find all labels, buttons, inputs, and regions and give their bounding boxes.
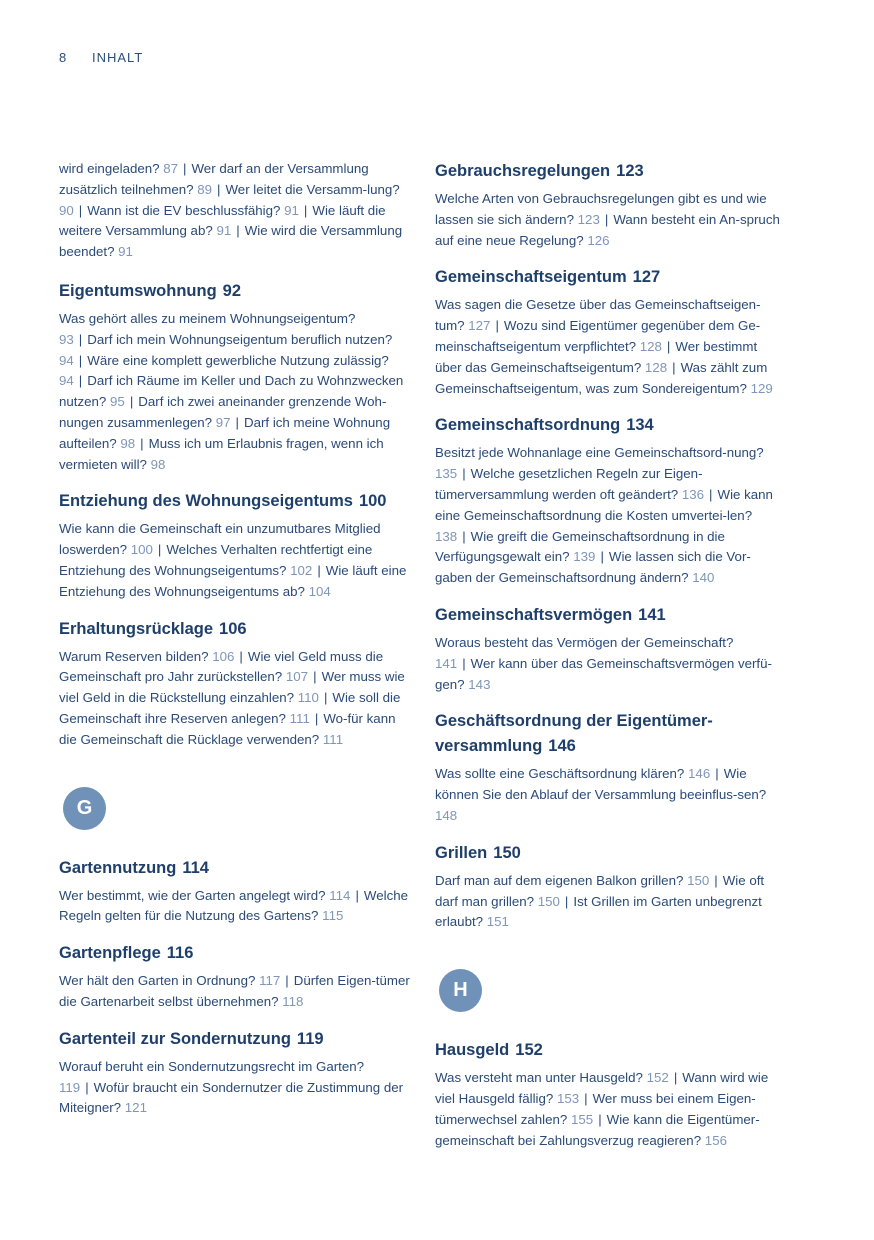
separator: | — [78, 373, 83, 389]
page-reference[interactable]: 156 — [704, 1132, 727, 1148]
page-reference[interactable]: 89 — [197, 181, 213, 197]
toc-entry-title: Gemeinschaftseigentum — [435, 268, 627, 287]
page-reference[interactable]: 102 — [290, 562, 313, 578]
separator: | — [303, 202, 308, 218]
toc-entry-title: Gartennutzung — [59, 858, 177, 877]
separator: | — [564, 893, 569, 909]
toc-entry-page: 141 — [638, 605, 666, 624]
toc-group-g-left — [59, 856, 411, 1120]
separator: | — [78, 202, 83, 218]
page-reference[interactable]: 97 — [215, 414, 231, 430]
toc-entry — [59, 941, 411, 1013]
page-reference[interactable]: 91 — [284, 202, 299, 218]
toc-entry — [59, 279, 411, 475]
toc-entry — [59, 489, 411, 602]
separator: | — [183, 161, 187, 176]
page-reference[interactable]: 94 — [59, 352, 74, 368]
toc-entry-heading[interactable] — [435, 1038, 787, 1063]
page-reference[interactable]: 98 — [150, 456, 166, 472]
page-reference[interactable]: 138 — [435, 528, 458, 544]
page-reference[interactable]: 100 — [130, 542, 153, 558]
page-reference[interactable]: 110 — [297, 690, 319, 706]
page-reference[interactable]: 115 — [322, 908, 344, 924]
page-reference[interactable]: 150 — [537, 893, 560, 909]
page-reference[interactable]: 151 — [486, 914, 509, 930]
page-reference[interactable]: 139 — [573, 549, 596, 565]
toc-entry-heading[interactable] — [435, 265, 787, 290]
separator: | — [78, 331, 83, 347]
page-reference[interactable]: 93 — [59, 331, 74, 347]
page-reference[interactable]: 136 — [681, 486, 705, 502]
separator: | — [235, 414, 239, 430]
toc-entry — [435, 1038, 787, 1151]
toc-entry-page: 146 — [548, 737, 576, 756]
toc-entry-page: 100 — [358, 492, 387, 511]
page-reference[interactable]: 119 — [59, 1079, 81, 1095]
page-reference[interactable]: 155 — [571, 1111, 594, 1127]
toc-entry-heading[interactable] — [59, 941, 411, 966]
separator: | — [714, 872, 718, 888]
toc-column-left — [59, 159, 411, 1133]
separator: | — [495, 318, 499, 334]
toc-entry — [59, 1027, 411, 1119]
page-reference[interactable]: 123 — [577, 211, 600, 227]
toc-entry-title: Gartenpflege — [59, 944, 161, 963]
separator: | — [85, 1079, 89, 1095]
toc-entry-body: Darf man auf dem eigenen Balkon grillen? 150 | Wie oft darf man grillen? 150 | Ist Grillen im Garten unbegrenzt erlaubt? 151 — [435, 872, 765, 930]
separator: | — [584, 1090, 588, 1106]
page-reference[interactable]: 152 — [646, 1070, 669, 1086]
toc-entry-title: Geschäftsordnung der Eigentümer-versammlung — [435, 712, 713, 756]
separator: | — [239, 648, 243, 664]
toc-continuation — [59, 159, 411, 263]
toc-entry-title: Grillen — [435, 843, 488, 862]
toc-entry-body: Besitzt jede Wohnanlage eine Gemeinschaftsord-nung? 135 | Welche gesetzlichen Regeln zur Eigen-tümerversammlung werden oft geändert? 136 | Wie kann eine Gemeinschaftsordnung die Kosten umvertei-len? 138 | Wie greift die Gemeinschaftsordnung in die Verfügungsgewalt ein? 139 | Wie lassen sich die Vor-gaben der Gemeinschaftsordnung ändern? 140 — [435, 445, 773, 586]
page-reference[interactable]: 91 — [118, 244, 133, 260]
separator: | — [462, 466, 466, 482]
letter-badge-g-wrap — [59, 765, 411, 856]
toc-entry-heading[interactable] — [435, 603, 787, 628]
page-reference[interactable]: 98 — [120, 435, 136, 451]
toc-entry-body: Welche Arten von Gebrauchsregelungen gibt es und wie lassen sie sich ändern? 123 | Wann besteht ein An-spruch auf eine neue Regelung? 126 — [435, 191, 780, 248]
page-reference[interactable]: 128 — [639, 338, 662, 354]
toc-group-h — [435, 1038, 787, 1151]
page-reference[interactable]: 127 — [468, 318, 491, 334]
separator: | — [666, 338, 671, 354]
page-reference[interactable]: 153 — [556, 1090, 580, 1106]
toc-entry-page: 152 — [515, 1041, 543, 1060]
toc-entry — [435, 709, 787, 826]
separator: | — [673, 1070, 678, 1086]
toc-entry-body: Wer hält den Garten in Ordnung? 117 | Dürfen Eigen-tümer die Gartenarbeit selbst übernehmen? 118 — [59, 973, 410, 1009]
page-reference[interactable]: 107 — [285, 669, 309, 685]
page-reference[interactable]: 148 — [435, 807, 458, 823]
toc-entry-page: 134 — [626, 416, 654, 435]
toc-entry-body: Was sagen die Gesetze über das Gemeinschaftseigen-tum? 127 | Wozu sind Eigentümer gegenüber dem Ge-meinschaftseigentum verpflichtet? 128 | Wer bestimmt über das Gemeinschaftseigentum? 128 | Was zählt zum Gemeinschaftseigentum, was zum Sondereigentum? 129 — [435, 297, 773, 396]
toc-entry-heading[interactable] — [435, 841, 787, 866]
separator: | — [598, 1111, 602, 1127]
toc-entry-title: Entziehung des Wohnungseigentums — [59, 492, 353, 511]
page-reference[interactable]: 135 — [435, 466, 458, 482]
separator: | — [672, 359, 676, 375]
page-reference[interactable]: 111 — [289, 710, 310, 726]
toc-entry-body: Was gehört alles zu meinem Wohnungseigentum? 93 | Darf ich mein Wohnungseigentum beruflich nutzen? 94 | Wäre eine komplett gewerbliche Nutzung zulässig? 94 | Darf ich Räume im Keller und Dach zu Wohnzwecken nutzen? 95 | Darf ich zwei aneinander grenzende Woh-nungen zusammenlegen? 97 | Darf ich meine Wohnung aufteilen? 98 | Muss ich um Erlaubnis fragen, wenn ich vermieten will? 98 — [59, 310, 404, 472]
page-reference[interactable]: 114 — [329, 887, 351, 903]
separator: | — [217, 181, 221, 197]
toc-entry-heading[interactable] — [59, 489, 411, 514]
toc-entry — [435, 841, 787, 933]
toc-entry-title: Hausgeld — [435, 1041, 510, 1060]
letter-badge-g: G — [63, 787, 106, 830]
section-title: INHALT — [92, 50, 144, 65]
toc-entry-body: Warum Reserven bilden? 106 | Wie viel Geld muss die Gemeinschaft pro Jahr zurückstellen? 107 | Wer muss wie viel Geld in die Rückstellung einzahlen? 110 | Wie soll die Gemeinschaft ihre Reserven anlegen? 111 | Wo-für kann die Gemeinschaft die Rücklage verwenden? 111 — [59, 648, 405, 747]
toc-entry-body: Was versteht man unter Hausgeld? 152 | Wann wird wie viel Hausgeld fällig? 153 | Wer muss bei einem Eigen-tümerwechsel zahlen? 155 | Wie kann die Eigentümer-gemeinschaft bei Zahlungsverzug reagieren? 156 — [435, 1070, 769, 1148]
toc-entry-page: 114 — [182, 858, 209, 877]
running-header — [59, 50, 143, 65]
toc-column-right — [435, 159, 787, 1165]
toc-entry-title: Gemeinschaftsordnung — [435, 416, 621, 435]
page-reference[interactable]: 141 — [435, 655, 458, 671]
page-reference[interactable]: 128 — [644, 359, 668, 375]
letter-badge-h-wrap — [435, 947, 787, 1038]
page-reference[interactable]: 91 — [216, 223, 232, 239]
toc-entry — [435, 413, 787, 589]
separator: | — [314, 710, 319, 726]
toc-entry-heading[interactable] — [59, 856, 411, 881]
separator: | — [285, 973, 289, 989]
page-reference[interactable]: 111 — [322, 731, 344, 747]
toc-entry-body: Worauf beruht ein Sondernutzungsrecht im Garten? 119 | Wofür braucht ein Sondernutzer die Zustimmung der Miteigner? 121 — [59, 1058, 404, 1116]
toc-entry-body: Wer bestimmt, wie der Garten angelegt wird? 114 | Welche Regeln gelten für die Nutzung des Gartens? 115 — [59, 887, 409, 924]
separator: | — [709, 486, 713, 502]
page-reference[interactable]: 129 — [750, 380, 773, 396]
toc-entry-heading[interactable] — [435, 159, 787, 184]
separator: | — [317, 562, 321, 578]
toc-entry-page: 106 — [219, 619, 247, 638]
toc-entry-heading[interactable] — [435, 709, 787, 759]
separator: | — [355, 887, 359, 903]
toc-entry-body: Was sollte eine Geschäftsordnung klären? 146 | Wie können Sie den Ablauf der Versammlung beeinflus-sen? 148 — [435, 766, 767, 823]
toc-entry-body: Wie kann die Gemeinschaft ein unzumutbares Mitglied loswerden? 100 | Welches Verhalten rechtfertigt eine Entziehung des Wohnungseigentums? 102 | Wie läuft eine Entziehung des Wohnungseigentums ab? 104 — [59, 521, 407, 599]
toc-entry-heading[interactable] — [435, 413, 787, 438]
page-reference[interactable]: 140 — [692, 570, 715, 586]
separator: | — [236, 223, 240, 239]
toc-entry-body: Woraus besteht das Vermögen der Gemeinschaft? 141 | Wer kann über das Gemeinschaftsvermögen verfü-gen? 143 — [435, 634, 772, 692]
toc-group-g-right — [435, 159, 787, 933]
page-reference[interactable]: 87 — [163, 161, 179, 176]
page-reference[interactable]: 143 — [468, 676, 491, 692]
separator: | — [600, 549, 604, 565]
toc-entry — [59, 617, 411, 751]
separator: | — [604, 211, 609, 227]
toc-group-e — [59, 279, 411, 751]
page-reference[interactable]: 104 — [308, 583, 331, 599]
separator: | — [78, 352, 83, 368]
toc-entry-title: Eigentumswohnung — [59, 281, 217, 300]
toc-entry-page: 116 — [166, 944, 194, 963]
letter-badge-h: H — [439, 969, 482, 1012]
page-reference[interactable]: 90 — [59, 202, 74, 218]
toc-entry-heading[interactable] — [59, 1027, 411, 1052]
toc-entry — [435, 265, 787, 399]
page-reference[interactable]: 95 — [110, 394, 125, 410]
toc-entry-heading[interactable] — [59, 617, 411, 642]
toc-entry-page: 119 — [296, 1029, 324, 1048]
toc-entry-heading[interactable] — [59, 279, 411, 304]
toc-entry — [435, 603, 787, 695]
toc-entry-title: Gebrauchsregelungen — [435, 162, 611, 180]
page-reference[interactable]: 121 — [124, 1100, 147, 1116]
separator: | — [462, 528, 466, 544]
separator: | — [140, 435, 144, 451]
page-reference[interactable]: 94 — [59, 373, 74, 389]
page-reference[interactable]: 126 — [587, 232, 610, 248]
toc-entry-title: Gemeinschaftsvermögen — [435, 605, 633, 624]
toc-entry-page: 150 — [493, 843, 521, 862]
separator: | — [157, 542, 162, 558]
toc-entry-title: Erhaltungsrücklage — [59, 619, 214, 638]
page-reference[interactable]: 118 — [282, 993, 304, 1009]
toc-entry-page: 92 — [222, 281, 242, 300]
toc-entry — [59, 856, 411, 928]
page-reference[interactable]: 117 — [259, 973, 281, 989]
separator: | — [323, 690, 328, 706]
separator: | — [313, 669, 317, 685]
separator: | — [462, 655, 466, 671]
toc-entry-page: 127 — [632, 268, 661, 287]
separator: | — [715, 766, 719, 782]
toc-entry-body: wird eingeladen? 87 | Wer darf an der Versammlung zusätzlich teilnehmen? 89 | Wer leitet die Versamm-lung? 90 | Wann ist die EV beschlussfähig? 91 | Wie läuft die weitere Versammlung ab? 91 | Wie wird die Versammlung beendet? 91 — [59, 161, 403, 260]
page-reference[interactable]: 146 — [688, 766, 711, 782]
toc-entry — [435, 159, 787, 251]
toc-entry-title: Gartenteil zur Sondernutzung — [59, 1029, 291, 1048]
page-number: 8 — [59, 50, 68, 65]
toc-entry-page: 123 — [616, 162, 644, 180]
page-reference[interactable]: 150 — [687, 872, 710, 888]
separator: | — [129, 394, 134, 410]
page-reference[interactable]: 106 — [212, 648, 235, 664]
